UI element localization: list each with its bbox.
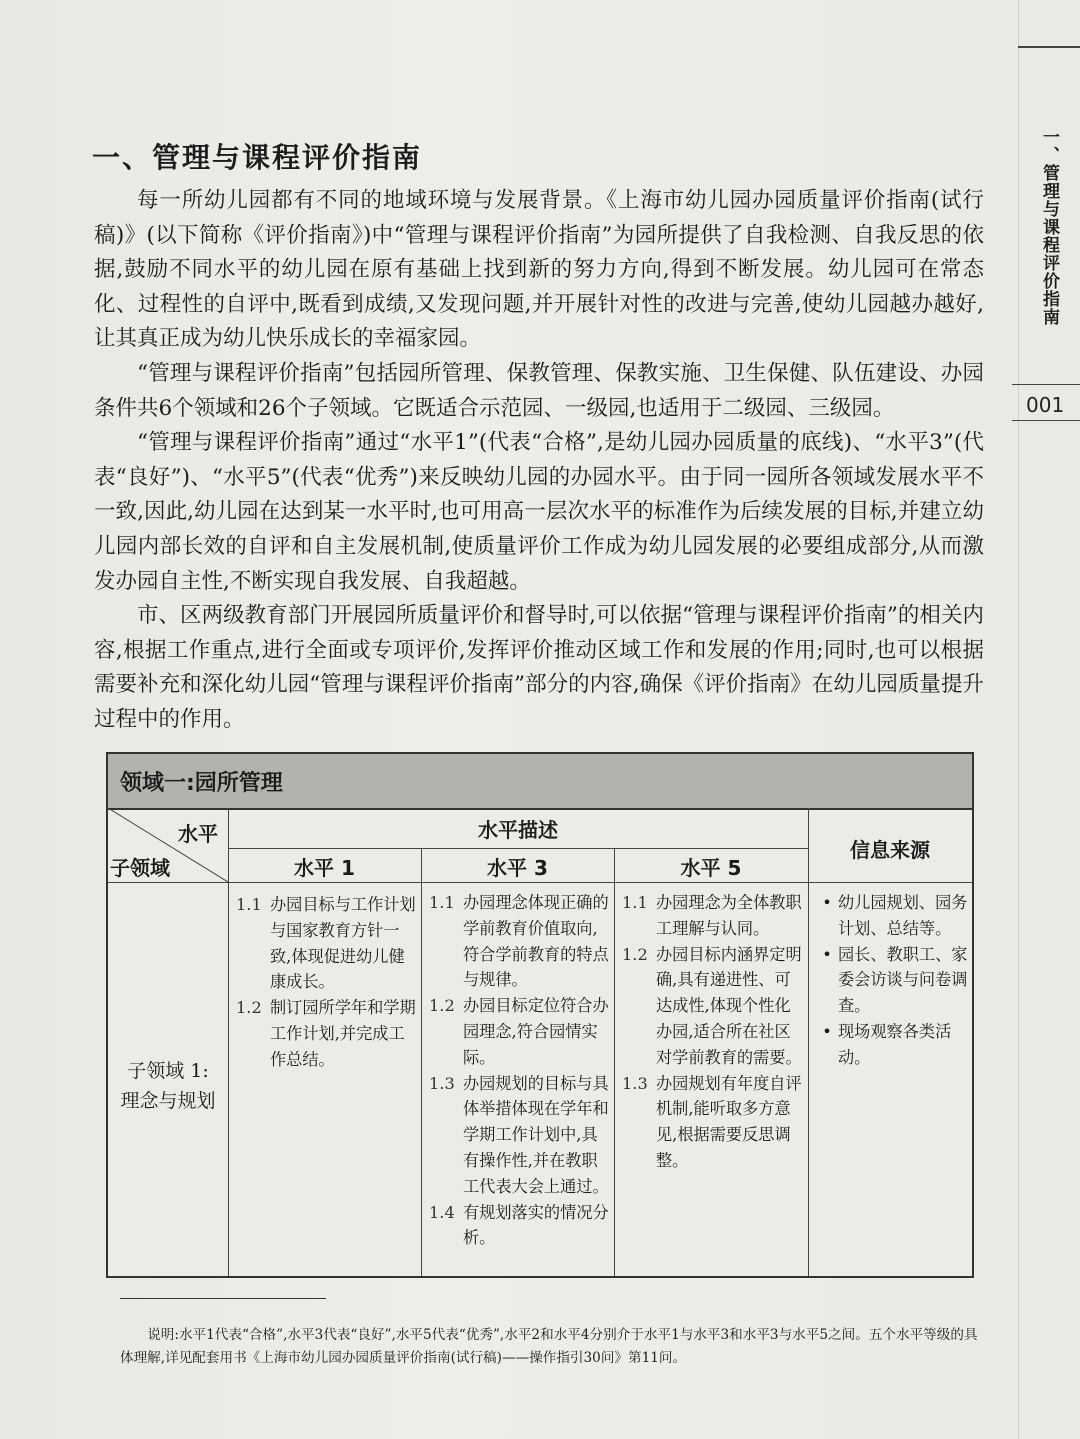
criteria-item: [236, 892, 418, 995]
running-chapter-title: 一、管理与课程评价指南: [1039, 128, 1059, 326]
criteria-item: [622, 942, 804, 1071]
page-number: 001: [1026, 393, 1065, 417]
page-number-rule-top: [1012, 384, 1080, 385]
info-source-item: [816, 942, 968, 1019]
domain-title: 领域一:园所管理: [120, 771, 283, 796]
info-source-text: 现场观察各类活动。: [838, 1021, 952, 1067]
criteria-text: 办园目标内涵界定明确,具有递进性、可达成性,体现个性化办园,适合所在社区对学前教育的需要。: [656, 944, 802, 1067]
bullet-icon: •: [822, 944, 832, 964]
body-text: [94, 184, 984, 738]
criteria-number: 1.1: [236, 895, 262, 914]
level3-header: 水平 3: [487, 856, 548, 880]
bullet-icon: •: [822, 1021, 832, 1041]
corner-level-label: 水平: [178, 822, 218, 846]
info-source-item: [816, 1019, 968, 1071]
level1-items: [236, 892, 418, 1073]
table-domain-header: [108, 754, 972, 810]
info-source-item: [816, 890, 968, 942]
paragraph: “管理与课程评价指南”通过“水平1”(代表“合格”,是幼儿园办园质量的底线)、“水平3”(代表“良好”)、“水平5”(代表“优秀”)来反映幼儿园的办园水平。由于同一园所各领域发展水平不一致,因此,幼儿园在达到某一水平时,也可用高一层次水平的标准作为后续发展的目标,并建立幼儿园内部长效的自评和自主发展机制,使质量评价工作成为幼儿园发展的必要组成部分,从而激发办园自主性,不断实现自我发展、自我超越。: [94, 430, 984, 594]
criteria-number: 1.3: [429, 1073, 455, 1093]
grid-line: [614, 848, 615, 1276]
level5-items: [622, 890, 804, 1174]
criteria-text: 有规划落实的情况分析。: [463, 1202, 609, 1248]
criteria-number: 1.3: [622, 1073, 648, 1093]
criteria-text: 制订园所学年和学期工作计划,并完成工作总结。: [270, 998, 416, 1069]
paragraph: 市、区两级教育部门开展园所质量评价和督导时,可以依据“管理与课程评价指南”的相关内容,根据工作重点,进行全面或专项评价,发挥评价推动区域工作和发展的作用;同时,也可以根据需要补充和深化幼儿园“管理与课程评价指南”部分的内容,确保《评价指南》在幼儿园质量提升过程中的作用。: [94, 603, 984, 732]
grid-line: [808, 808, 809, 1276]
footnote: 说明:水平1代表“合格”,水平3代表“良好”,水平5代表“优秀”,水平2和水平4分别介于水平1与水平3和水平3与水平5之间。五个水平等级的具体理解,详见配套用书《上海市幼儿园办园质量评价指南(试行稿)——操作指引30问》第11问。: [120, 1327, 978, 1366]
grid-line: [421, 848, 422, 1276]
info-source-list: [816, 890, 968, 1071]
info-source-header: 信息来源: [850, 838, 930, 862]
criteria-item: [236, 995, 418, 1072]
corner-subdomain-label: 子领域: [110, 856, 170, 880]
level-description-header: 水平描述: [478, 818, 558, 842]
paragraph: 每一所幼儿园都有不同的地域环境与发展背景。《上海市幼儿园办园质量评价指南(试行稿)》(以下简称《评价指南》)中“管理与课程评价指南”为园所提供了自我检测、自我反思的依据,鼓励不同水平的幼儿园在原有基础上找到新的努力方向,得到不断发展。幼儿园可在常态化、过程性的自评中,既看到成绩,又发现问题,并开展针对性的改进与完善,使幼儿园越办越好,让其真正成为幼儿快乐成长的幸福家园。: [94, 188, 984, 352]
subdomain-cell: [108, 1056, 228, 1116]
criteria-item: [622, 890, 804, 942]
criteria-number: 1.2: [622, 944, 648, 964]
criteria-item: [622, 1071, 804, 1174]
level3-items: [429, 890, 611, 1251]
footnote-rule: [120, 1298, 326, 1299]
level1-header: 水平 1: [294, 856, 355, 880]
criteria-text: 办园理念体现正确的学前教育价值取向,符合学前教育的特点与规律。: [463, 893, 609, 990]
side-top-rule: [1018, 46, 1080, 48]
criteria-text: 办园目标定位符合办园理念,符合园情实际。: [463, 996, 609, 1067]
grid-line: [228, 848, 808, 849]
criteria-item: [429, 1200, 611, 1252]
subdomain-name: 理念与规划: [120, 1090, 216, 1112]
side-margin-divider: [1018, 0, 1019, 1439]
paragraph: “管理与课程评价指南”包括园所管理、保教管理、保教实施、卫生保健、队伍建设、办园条件共6个领域和26个子领域。它既适合示范园、一级园,也适用于二级园、三级园。: [94, 360, 984, 421]
subdomain-number: 子领域 1:: [127, 1060, 209, 1082]
criteria-number: 1.1: [429, 893, 455, 912]
criteria-text: 办园规划有年度自评机制,能听取多方意见,根据需要反思调整。: [656, 1073, 802, 1170]
section-heading: 一、管理与课程评价指南: [92, 141, 423, 174]
criteria-number: 1.1: [622, 893, 648, 912]
evaluation-table: [106, 752, 974, 1278]
criteria-number: 1.4: [429, 1202, 455, 1222]
info-source-text: 园长、教职工、家委会访谈与问卷调查。: [838, 944, 968, 1016]
criteria-text: 办园规划的目标与具体举措体现在学年和学期工作计划中,具有操作性,并在教职工代表大会上通过。: [463, 1073, 609, 1196]
criteria-number: 1.2: [236, 998, 262, 1018]
criteria-item: [429, 890, 611, 993]
criteria-item: [429, 1071, 611, 1200]
bullet-icon: •: [822, 893, 832, 912]
grid-line: [108, 882, 972, 883]
criteria-number: 1.2: [429, 996, 455, 1016]
criteria-text: 办园目标与工作计划与国家教育方针一致,体现促进幼儿健康成长。: [270, 895, 416, 992]
page-number-rule-bottom: [1012, 420, 1080, 421]
info-source-text: 幼儿园规划、园务计划、总结等。: [838, 893, 968, 938]
criteria-text: 办园理念为全体教职工理解与认同。: [656, 893, 802, 938]
criteria-item: [429, 993, 611, 1070]
level5-header: 水平 5: [680, 856, 742, 880]
